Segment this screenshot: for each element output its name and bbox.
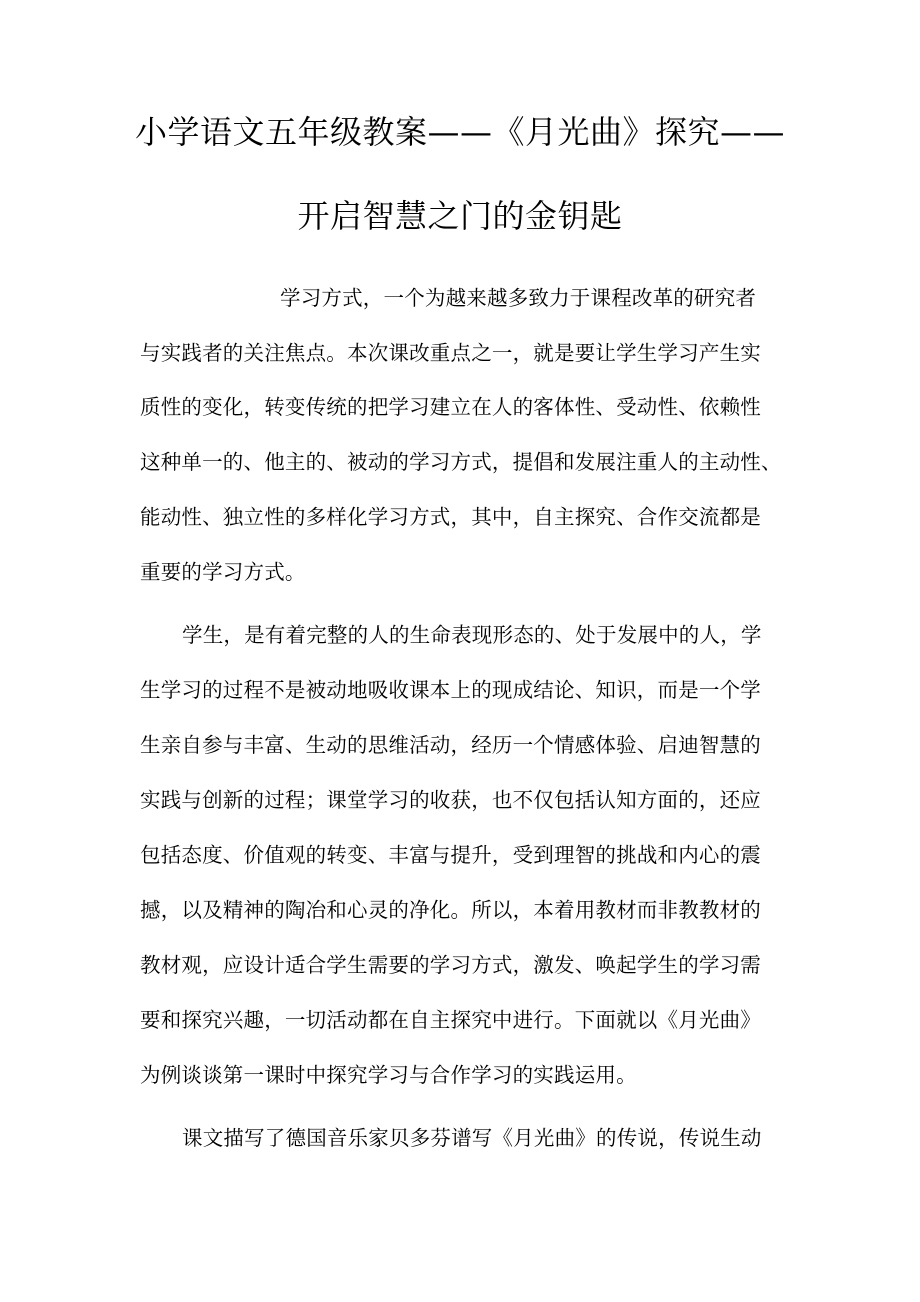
document-title-line-1: 小学语文五年级教案——《月光曲》探究—— bbox=[134, 113, 785, 151]
paragraph-line: 为例谈谈第一课时中探究学习与合作学习的实践运用。 bbox=[140, 1063, 637, 1087]
paragraph-line: 这种单一的、他主的、被动的学习方式，提倡和发展注重人的主动性、 bbox=[140, 450, 782, 474]
paragraph-line: 撼，以及精神的陶冶和心灵的净化。所以，本着用教材而非教教材的 bbox=[140, 898, 761, 922]
paragraph-line: 能动性、独立性的多样化学习方式，其中，自主探究、合作交流都是 bbox=[140, 505, 761, 529]
paragraph-line: 学生，是有着完整的人的生命表现形态的、处于发展中的人，学 bbox=[182, 623, 762, 647]
paragraph-line: 包括态度、价值观的转变、丰富与提升，受到理智的挑战和内心的震 bbox=[140, 843, 761, 867]
paragraph-line: 要和探究兴趣，一切活动都在自主探究中进行。下面就以《月光曲》 bbox=[140, 1008, 761, 1032]
document-title-line-2: 开启智慧之门的金钥匙 bbox=[297, 197, 623, 235]
paragraph-line: 教材观，应设计适合学生需要的学习方式，激发、唤起学生的学习需 bbox=[140, 953, 761, 977]
paragraph-line: 质性的变化，转变传统的把学习建立在人的客体性、受动性、依赖性 bbox=[140, 395, 761, 419]
paragraph-line: 生亲自参与丰富、生动的思维活动，经历一个情感体验、启迪智慧的 bbox=[140, 733, 761, 757]
paragraph-line: 与实践者的关注焦点。本次课改重点之一，就是要让学生学习产生实 bbox=[140, 341, 761, 365]
paragraph-line: 学习方式，一个为越来越多致力于课程改革的研究者 bbox=[280, 286, 757, 310]
paragraph-line: 生学习的过程不是被动地吸收课本上的现成结论、知识，而是一个学 bbox=[140, 678, 761, 702]
paragraph-line: 课文描写了德国音乐家贝多芬谱写《月光曲》的传说，传说生动 bbox=[182, 1126, 762, 1150]
paragraph-line: 实践与创新的过程；课堂学习的收获，也不仅包括认知方面的，还应 bbox=[140, 788, 761, 812]
paragraph-line: 重要的学习方式。 bbox=[140, 560, 306, 584]
